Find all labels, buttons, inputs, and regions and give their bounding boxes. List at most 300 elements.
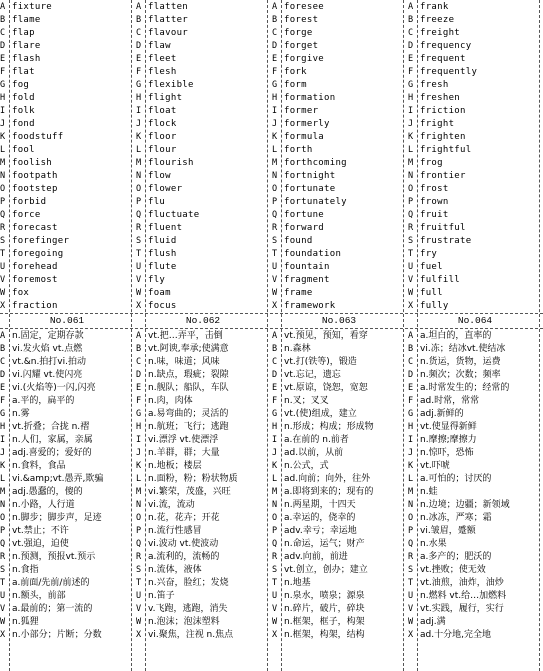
word-row [272,235,406,248]
definition-row [136,525,270,538]
row-letter: I [272,106,278,116]
row-letter: O [408,184,414,194]
word-row [136,170,270,183]
chinese-definition: vt.使显得新鲜 [420,422,477,432]
chinese-definition: a.易弯曲的；灵活的 [148,409,229,419]
english-word: fluent [148,223,183,233]
row-letter: L [408,474,414,484]
row-letter: W [272,617,278,627]
row-letter: V [0,275,6,285]
english-word: frost [420,184,449,194]
chinese-definition: n.小部分；片断；分数 [12,630,102,640]
english-word: float [148,106,177,116]
row-letter: X [272,301,278,311]
row-letter: D [0,41,6,51]
chinese-definition: n.兴奋，脸红；发烧 [148,578,229,588]
definition-row [136,369,270,382]
chinese-definition: vt.挫败；使无效 [420,565,486,575]
definition-row [136,486,270,499]
row-letter: R [136,552,142,562]
row-letter: T [272,249,278,259]
definition-row [272,525,406,538]
definition-row [408,616,542,629]
word-row [408,40,542,53]
english-word: fleet [148,54,177,64]
chinese-definition: vt.忘记，遗忘 [284,370,341,380]
word-row [0,14,134,27]
definition-row [272,356,406,369]
definition-row [0,551,134,564]
definition-row [136,382,270,395]
definition-row [0,499,134,512]
word-row [136,79,270,92]
row-letter: O [408,513,414,523]
row-letter: B [136,344,142,354]
english-word: formerly [284,119,330,129]
row-letter: F [136,396,142,406]
chinese-definition: n.泡沫；泡沫塑料 [148,617,220,627]
definition-row [408,525,542,538]
definition-row [272,538,406,551]
word-row [136,14,270,27]
english-word: freeze [420,15,455,25]
row-letter: R [136,223,142,233]
english-word: foam [148,288,171,298]
chinese-definition: n.摩擦;摩擦力 [420,435,477,445]
definition-row [272,421,406,434]
chinese-definition: vi.漂浮 vt.使漂浮 [148,435,219,445]
definition-row [408,356,542,369]
chinese-definition: adv.向前，前进 [284,552,348,562]
chinese-definition: vi.流，流动 [148,500,195,510]
chinese-definition: n.边境；边疆；新领域 [420,500,510,510]
word-row [272,105,406,118]
row-letter: P [136,526,142,536]
chinese-definition: n.味，味道；风味 [148,357,220,367]
word-row [272,144,406,157]
chinese-definition: n.水果 [420,539,447,549]
row-letter: N [408,171,414,181]
definition-row [136,395,270,408]
definition-row [0,434,134,447]
english-word: floor [148,132,177,142]
chinese-definition: vt.油煎，油炸，油炒 [420,578,504,588]
row-letter: S [272,236,278,246]
row-letter: P [272,526,278,536]
chinese-definition: a.最前的；第一流的 [12,604,93,614]
row-letter: J [272,448,278,458]
word-row [408,131,542,144]
english-word: fresh [420,80,449,90]
word-row [136,196,270,209]
word-row [408,196,542,209]
english-word: fright [420,119,455,129]
row-letter: H [136,422,142,432]
row-letter: A [408,2,414,12]
definition-row [408,629,542,642]
row-letter: O [0,513,6,523]
row-letter: W [136,617,142,627]
row-letter: O [272,184,278,194]
word-row [0,40,134,53]
english-word: forbid [12,197,47,207]
row-letter: M [0,487,6,497]
row-letter: G [136,80,142,90]
row-letter: V [136,275,142,285]
chinese-definition: n.预测，预报vt.预示 [12,552,96,562]
row-letter: M [272,158,278,168]
word-row [0,261,134,274]
definition-row [272,460,406,473]
definition-row [0,330,134,343]
row-letter: U [0,262,6,272]
chinese-definition: a.坦白的，直率的 [420,331,492,341]
english-word: former [284,106,319,116]
row-letter: N [408,500,414,510]
chinese-definition: n.蛙 [420,487,438,497]
word-row [136,261,270,274]
word-row [136,209,270,222]
english-word: fluid [148,236,177,246]
row-letter: K [272,461,278,471]
chinese-definition: n.肉，肉体 [148,396,193,406]
chinese-definition: vi.闪耀 vt.使闪亮 [12,370,83,380]
english-word: fortunate [284,184,336,194]
definition-row [136,460,270,473]
word-row [0,144,134,157]
word-row [272,14,406,27]
definition-row [272,512,406,525]
row-letter: C [408,357,414,367]
definition-row [408,499,542,512]
row-letter: C [272,28,278,38]
row-letter: D [272,41,278,51]
english-word: flaw [148,41,171,51]
word-row [136,1,270,14]
english-word: flight [148,93,183,103]
definition-row [136,343,270,356]
row-letter: J [0,119,6,129]
english-word: foundation [284,249,342,259]
row-letter: D [272,370,278,380]
definition-row [272,590,406,603]
definition-row [136,408,270,421]
row-letter: E [0,383,6,393]
word-row [136,66,270,79]
word-row [408,157,542,170]
chinese-definition: n.人们，家属，亲属 [12,435,93,445]
definition-row [136,603,270,616]
chinese-definition: a.可怕的；讨厌的 [420,474,492,484]
definition-row [408,369,542,382]
row-letter: C [272,357,278,367]
english-word: flare [12,41,41,51]
row-letter: C [136,357,142,367]
row-letter: D [408,370,414,380]
word-row [136,157,270,170]
row-letter: S [136,565,142,575]
definition-row [408,590,542,603]
english-word: fortune [284,210,325,220]
english-word: force [12,210,41,220]
row-letter: Q [0,539,6,549]
row-letter: A [0,331,6,341]
english-word: fulfill [420,275,461,285]
row-letter: A [136,2,142,12]
english-word: footstep [12,184,58,194]
english-word: fork [284,67,307,77]
definition-row [408,564,542,577]
row-letter: I [136,106,142,116]
chinese-definition: ad.十分地,完全地 [420,630,491,640]
row-letter: B [136,15,142,25]
chinese-definition: ad.时常，常常 [420,396,480,406]
word-row [408,118,542,131]
chinese-definition: n.命运，运气；财产 [284,539,365,549]
row-letter: S [0,236,6,246]
word-row [136,235,270,248]
row-letter: J [0,448,6,458]
english-word: flatter [148,15,189,25]
row-letter: E [272,383,278,393]
row-letter: X [272,630,278,640]
definition-row [0,577,134,590]
word-row [272,300,406,313]
row-letter: E [272,54,278,64]
english-word: fruitful [420,223,466,233]
chinese-definition: vt.阿谀,奉承;使满意 [148,344,229,354]
row-letter: I [272,435,278,445]
english-word: flatten [148,2,189,12]
word-row [272,287,406,300]
english-word: forward [284,223,325,233]
definition-row [408,421,542,434]
word-row [408,14,542,27]
row-letter: R [0,223,6,233]
chinese-definition: n.航班；飞行；逃跑 [148,422,229,432]
chinese-definition: n.面粉，粉；粉状物质 [148,474,238,484]
english-word: focus [148,301,177,311]
row-letter: K [408,132,414,142]
row-letter: V [408,275,414,285]
word-row [408,1,542,14]
row-letter: T [408,249,414,259]
word-row [136,131,270,144]
definition-row [408,343,542,356]
word-row [272,196,406,209]
chinese-definition: n.羊群，群；大量 [148,448,220,458]
row-letter: Q [408,539,414,549]
chinese-definition: vt.&n.拍打vi.拍动 [12,357,86,367]
word-row [0,27,134,40]
chinese-definition: n.惊吓，恐怖 [420,448,474,458]
english-word: forest [284,15,319,25]
chinese-definition: vt.强迫，迫使 [12,539,69,549]
definition-row [272,447,406,460]
word-row [408,261,542,274]
english-word: frank [420,2,449,12]
row-letter: U [408,591,414,601]
row-letter: G [408,80,414,90]
definition-row [136,551,270,564]
chinese-definition: n.碎片，破片，碎块 [284,604,365,614]
chinese-definition: vi.皱眉，蹙额 [420,526,476,536]
chinese-definition: n.笛子 [148,591,175,601]
chinese-definition: vt.实践，履行，实行 [420,604,504,614]
english-word: form [284,80,307,90]
english-word: frequently [420,67,478,77]
row-letter: O [0,184,6,194]
english-word: fixture [12,2,53,12]
word-row [408,209,542,222]
row-letter: P [0,526,6,536]
chinese-definition: n.森林 [284,344,311,354]
chinese-definition: n.冰冻，严寒；霜 [420,513,492,523]
row-letter: T [136,249,142,259]
row-letter: E [0,54,6,64]
row-letter: S [136,236,142,246]
row-letter: W [136,288,142,298]
definition-row [408,382,542,395]
english-word: forge [284,28,313,38]
word-row [0,170,134,183]
row-letter: G [272,80,278,90]
english-word: fond [12,119,35,129]
definition-row [272,473,406,486]
chinese-definition: vi.聚焦，注视 n.焦点 [148,630,234,640]
definition-row [0,616,134,629]
english-word: framework [284,301,336,311]
chinese-definition: n.频次；次数；频率 [420,370,501,380]
chinese-definition: vt.原谅，饶恕，宽恕 [284,383,368,393]
english-word: fraction [12,301,58,311]
row-letter: E [136,54,142,64]
definition-row [0,564,134,577]
word-row [0,196,134,209]
row-letter: X [136,301,142,311]
word-row [0,209,134,222]
definition-row [0,512,134,525]
row-letter: J [408,448,414,458]
row-letter: Q [0,210,6,220]
word-row [408,27,542,40]
definition-row [272,577,406,590]
row-letter: W [408,288,414,298]
row-letter: G [0,80,6,90]
chinese-definition: n.货运，货物，运费 [420,357,501,367]
chinese-definition: adj.喜爱的；爱好的 [12,448,92,458]
word-column [0,0,134,671]
english-word: flow [148,171,171,181]
row-letter: K [0,461,6,471]
definition-row [136,499,270,512]
row-letter: N [136,500,142,510]
row-letter: M [272,487,278,497]
row-letter: W [272,288,278,298]
definition-row [0,356,134,369]
chinese-definition: n.食料，食品 [12,461,66,471]
english-word: freight [420,28,461,38]
row-letter: T [0,578,6,588]
definition-row [0,408,134,421]
english-word: flush [148,249,177,259]
chinese-definition: vt.(使)组成，建立 [284,409,357,419]
definition-row [136,434,270,447]
row-letter: I [408,435,414,445]
word-row [0,274,134,287]
word-row [136,274,270,287]
row-letter: I [0,106,6,116]
word-row [0,300,134,313]
word-row [408,300,542,313]
word-row [0,222,134,235]
word-row [408,248,542,261]
row-letter: P [408,526,414,536]
english-word: fuel [420,262,443,272]
row-letter: B [0,15,6,25]
row-letter: W [408,617,414,627]
row-letter: T [0,249,6,259]
row-letter: H [0,93,6,103]
chinese-definition: vi.发火焰 vt.点燃 [12,344,83,354]
row-letter: T [136,578,142,588]
word-row [408,79,542,92]
word-row [136,300,270,313]
row-letter: L [136,145,142,155]
row-letter: J [136,448,142,458]
chinese-definition: vt.折叠；合拢 n.褶 [12,422,90,432]
chinese-definition: a.即将到来的；现有的 [284,487,374,497]
english-word: foolish [12,158,53,168]
definition-row [408,434,542,447]
row-letter: C [408,28,414,38]
chinese-definition: adj.愚蠢的，傻的 [12,487,83,497]
row-letter: F [272,67,278,77]
word-row [408,235,542,248]
english-word: folk [12,106,35,116]
definition-row [136,330,270,343]
row-letter: M [408,487,414,497]
word-column [272,0,406,671]
definition-row [0,460,134,473]
row-letter: G [0,409,6,419]
english-word: flower [148,184,183,194]
row-letter: R [272,552,278,562]
row-letter: V [272,275,278,285]
row-letter: X [0,630,6,640]
english-word: forecast [12,223,58,233]
english-word: forehead [12,262,58,272]
chinese-definition: n.框架，构架，结构 [284,630,365,640]
row-letter: C [136,28,142,38]
row-letter: S [0,565,6,575]
english-word: friction [420,106,466,116]
row-letter: B [408,344,414,354]
row-letter: H [272,422,278,432]
definition-row [136,356,270,369]
english-word: frown [420,197,449,207]
row-letter: J [272,119,278,129]
word-row [272,248,406,261]
chinese-definition: vi.冻；结冰vt.使结冰 [420,344,506,354]
word-row [272,66,406,79]
definition-row [0,447,134,460]
chinese-definition: n.叉；叉叉 [284,396,329,406]
english-word: forth [284,145,313,155]
definition-row [136,512,270,525]
definition-row [136,564,270,577]
row-letter: F [0,396,6,406]
